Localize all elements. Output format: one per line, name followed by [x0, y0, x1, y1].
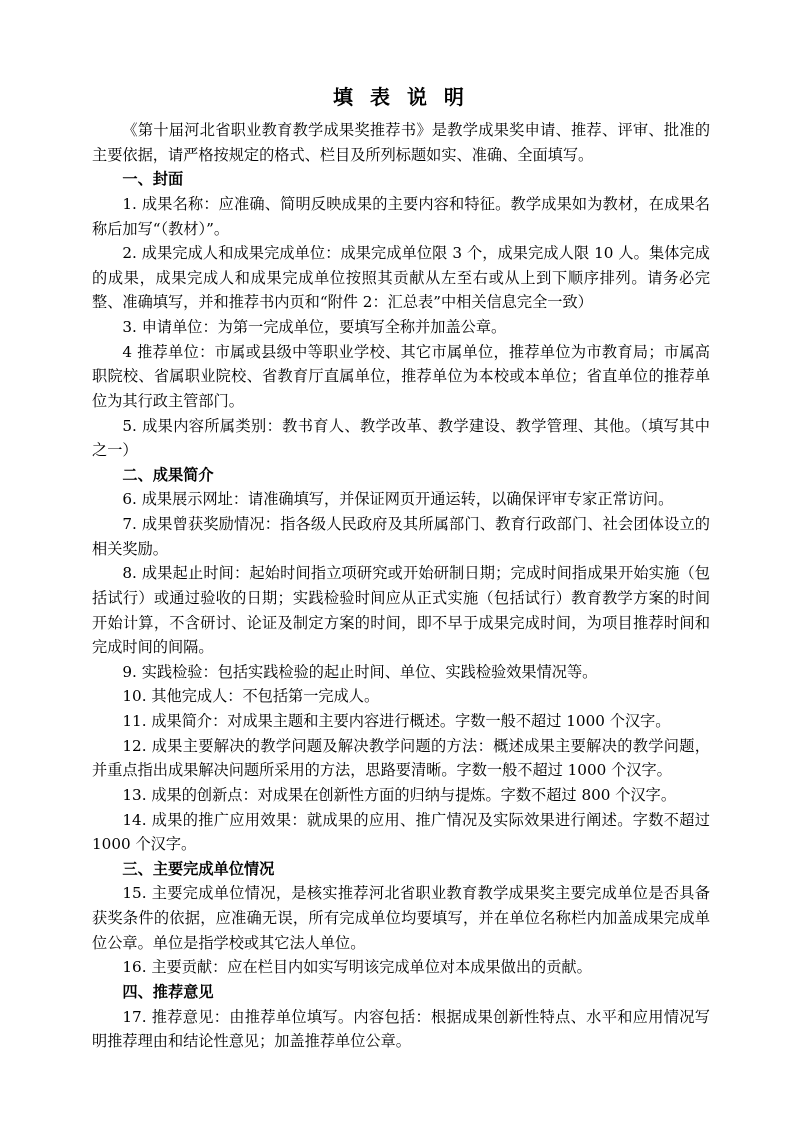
document-body — [92, 118, 710, 1054]
paragraph: 14. 成果的推广应用效果：就成果的应用、推广情况及实际效果进行阐述。字数不超过 1000 个汉字。 — [92, 810, 710, 854]
paragraph: 10. 其他完成人：不包括第一完成人。 — [122, 687, 380, 706]
paragraph: 6. 成果展示网址：请准确填写，并保证网页开通运转，以确保评审专家正常访问。 — [122, 490, 674, 509]
section-heading: 四、推荐意见 — [122, 982, 214, 1001]
paragraph: 13. 成果的创新点：对成果在创新性方面的归纳与提炼。字数不超过 800 个汉字。 — [122, 785, 677, 804]
paragraph: 3. 申请单位：为第一完成单位，要填写全称并加盖公章。 — [122, 318, 507, 336]
paragraph: 4 推荐单位：市属或县级中等职业学校、其它市属单位，推荐单位为市教育局；市属高职院校、省属职业院校、省教育厅直属单位，推荐单位为本校或本单位；省直单位的推荐单位为其行政主管部门。 — [92, 342, 710, 410]
paragraph: 12. 成果主要解决的教学问题及解决教学问题的方法：概述成果主要解决的教学问题，并重点指出成果解决问题所采用的方法，思路要清晰。字数一般不超过 1000 个汉字。 — [92, 736, 710, 780]
paragraph: 16. 主要贡献：应在栏目内如实写明该完成单位对本成果做出的贡献。 — [122, 958, 592, 977]
page-title: 填 表 说 明 — [333, 85, 469, 109]
paragraph: 1. 成果名称：应准确、简明反映成果的主要内容和特征。教学成果如为教材，在成果名称后加写“（教材）”。 — [92, 194, 710, 238]
paragraph: 8. 成果起止时间：起始时间指立项研究或开始研制日期；完成时间指成果开始实施（包括试行）或通过验收的日期；实践检验时间应从正式实施（包括试行）教育教学方案的时间开始计算，不含研讨、论证及制定方案的时间，即不早于成果完成时间，为项目推荐时间和完成时间的间隔。 — [92, 564, 710, 657]
paragraph: 15. 主要完成单位情况，是核实推荐河北省职业教育教学成果奖主要完成单位是否具备获奖条件的依据，应准确无误，所有完成单位均要填写，并在单位名称栏内加盖成果完成单位公章。单位是指学校或其它法人单位。 — [92, 884, 710, 952]
paragraph: 9. 实践检验：包括实践检验的起止时间、单位、实践检验效果情况等。 — [122, 662, 598, 681]
paragraph: 11. 成果简介：对成果主题和主要内容进行概述。字数一般不超过 1000 个汉字。 — [122, 712, 671, 730]
section-heading: 三、主要完成单位情况 — [122, 859, 275, 878]
paragraph: 《第十届河北省职业教育教学成果奖推荐书》是教学成果奖申请、推荐、评审、批准的主要依据，请严格按规定的格式、栏目及所列标题如实、准确、全面填写。 — [92, 121, 710, 164]
section-heading: 二、成果简介 — [122, 465, 214, 484]
paragraph: 5. 成果内容所属类别：教书育人、教学改革、教学建设、教学管理、其他。（填写其中之一） — [92, 416, 710, 460]
paragraph: 17. 推荐意见：由推荐单位填写。内容包括：根据成果创新性特点、水平和应用情况写明推荐理由和结论性意见；加盖推荐单位公章。 — [92, 1007, 710, 1051]
section-heading: 一、封面 — [122, 170, 184, 189]
paragraph: 7. 成果曾获奖励情况：指各级人民政府及其所属部门、教育行政部门、社会团体设立的相关奖励。 — [92, 515, 710, 558]
paragraph: 2. 成果完成人和成果完成单位：成果完成单位限 3 个，成果完成人限 10 人。集体完成的成果，成果完成人和成果完成单位按照其贡献从左至右或从上到下顺序排列。请务必完整、准确填写，并和推荐书内页和“附件 2：汇总表”中相关信息完全一致） — [92, 244, 710, 312]
